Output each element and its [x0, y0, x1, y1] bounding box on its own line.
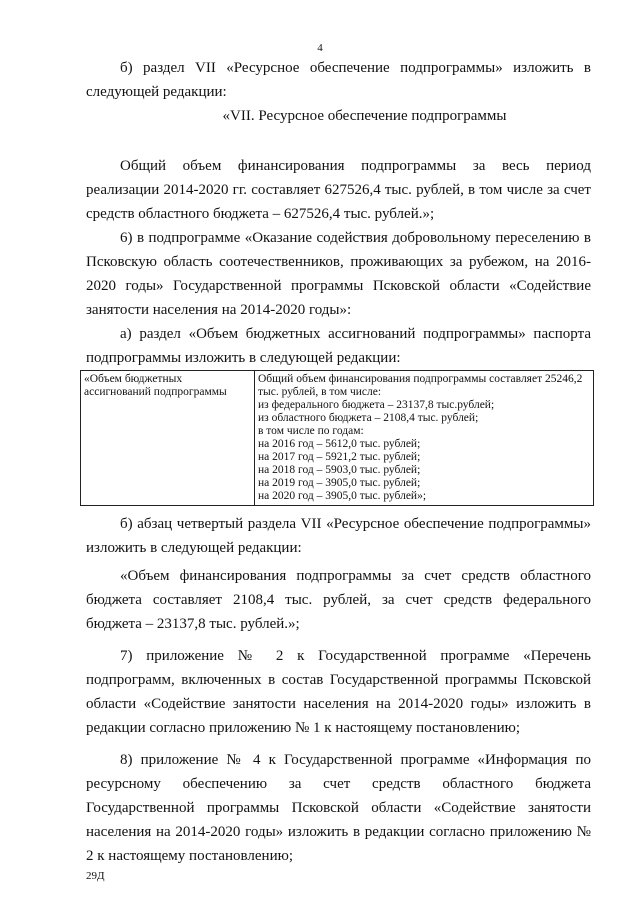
- table-line: Общий объем финансирования подпрограммы составляет 25246,2 тыс. рублей, в том числе:: [258, 373, 583, 398]
- table-line: на 2016 год – 5612,0 тыс. рублей;: [258, 438, 421, 450]
- section-heading: «VII. Ресурсное обеспечение подпрограммы: [222, 108, 507, 124]
- paragraph-total-financing: Общий объем финансирования подпрограммы за весь период реализации 2014-2020 гг. составляет 627526,4 тыс. рублей, в том числе за счет средств областного бюджета – 627526,4 тыс. рублей.»;: [86, 158, 591, 222]
- paragraph-passport-section: а) раздел «Объем бюджетных ассигнований подпрограммы» паспорта подпрограммы изложить в следующей редакции:: [86, 326, 591, 366]
- table-line: на 2019 год – 3905,0 тыс. рублей;: [258, 477, 421, 489]
- table-label-cell: «Объем бюджетных ассигнований подпрограммы: [81, 371, 255, 506]
- table-line: на 2017 год – 5921,2 тыс. рублей;: [258, 451, 421, 463]
- page-number: 4: [317, 42, 323, 54]
- table-row: [81, 371, 594, 506]
- table-line: из федерального бюджета – 23137,8 тыс.рублей;: [258, 399, 495, 411]
- paragraph-appendix-4: 8) приложение № 4 к Государственной программе «Информация по ресурсному обеспечению за счет средств областного бюджета Государственной программы Псковской области «Содействие занятости населения на 2014-2020 годы» изложить в редакции согласно приложению № 2 к настоящему постановлению;: [86, 752, 591, 864]
- table-line: на 2020 год – 3905,0 тыс. рублей»;: [258, 490, 427, 502]
- footer-code: 29Д: [86, 870, 105, 882]
- table-line: из областного бюджета – 2108,4 тыс. рублей;: [258, 412, 479, 424]
- table-line: на 2018 год – 5903,0 тыс. рублей;: [258, 464, 421, 476]
- paragraph-section-vii-instruction: б) раздел VII «Ресурсное обеспечение подпрограммы» изложить в следующей редакции:: [86, 60, 591, 100]
- paragraph-appendix-2: 7) приложение № 2 к Государственной программе «Перечень подпрограмм, включенных в состав Государственной программы Псковской области «Содействие занятости населения на 2014-2020 годы» изложить в редакции согласно приложению № 1 к настоящему постановлению;: [86, 648, 591, 736]
- table-value-cell: [255, 371, 594, 506]
- paragraph-abzac-instruction: б) абзац четвертый раздела VII «Ресурсное обеспечение подпрограммы» изложить в следующей редакции:: [86, 516, 591, 556]
- document-body: [86, 56, 591, 868]
- paragraph-subprogram-resettlement: 6) в подпрограмме «Оказание содействия добровольному переселению в Псковскую область соотечественников, проживающих за рубежом, на 2016-2020 годы» Государственной программы Псковской области «Содействие занятости населения на 2014-2020 годы»:: [86, 230, 591, 318]
- paragraph-financing-quote: «Объем финансирования подпрограммы за счет средств областного бюджета составляет 2108,4 тыс. рублей, за счет средств федерального бюджета – 23137,8 тыс. рублей.»;: [86, 568, 591, 632]
- table-line: в том числе по годам:: [258, 425, 364, 437]
- budget-allocation-table: [80, 370, 594, 506]
